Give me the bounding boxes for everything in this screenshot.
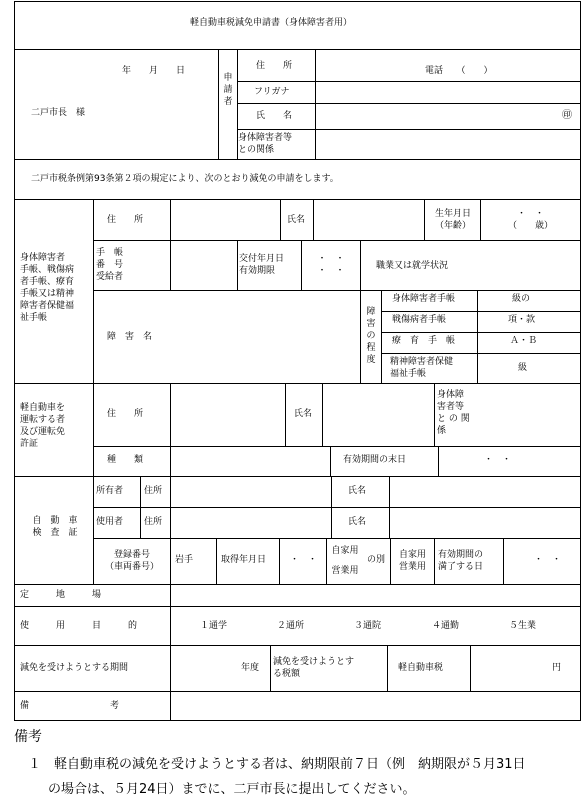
applicant-name-field[interactable] bbox=[316, 104, 556, 129]
birth-label: 生年月日 （年齢） bbox=[434, 209, 471, 231]
occupation-label: 職業又は就学状況 bbox=[376, 261, 449, 271]
notes-line-1: １ 軽自動車税の減免を受けようとする者は、納期限前７日（例 納期限が５月31日 bbox=[28, 757, 526, 772]
statement: 二戸市税条例第93条第２項の規定により、次のとおり減免の申請をします。 bbox=[31, 174, 339, 184]
tax-amount-label: 減免を受けようとす る税額 bbox=[273, 657, 355, 679]
birth-value: ・ ・ （ 歳） bbox=[507, 209, 553, 231]
license-expiry-label: 有効期間の末日 bbox=[343, 455, 407, 465]
purpose-label: 使 用 目 的 bbox=[20, 621, 138, 631]
relation-label: 身体障害者等 との関係 bbox=[238, 133, 293, 155]
applicant-address-label: 住 所 bbox=[256, 61, 293, 71]
degree-row-label: 戦傷病者手帳 bbox=[392, 315, 447, 325]
validity-label: 有効期間の 満了する日 bbox=[438, 550, 484, 572]
purpose-option[interactable]: ２通所 bbox=[277, 621, 305, 631]
driver-heading: 軽自動車を 運転する者 及び運転免 許証 bbox=[20, 403, 66, 449]
period-year: 年度 bbox=[241, 663, 260, 673]
handbook-heading: 身体障害者 手帳、戦傷病 者手帳、療育 手帳又は精神 障害者保健福 祉手帳 bbox=[20, 253, 75, 323]
period-label: 減免を受けようとする期間 bbox=[20, 663, 129, 673]
user-name-label: 氏名 bbox=[348, 517, 367, 527]
user-address-label: 住所 bbox=[144, 517, 163, 527]
purpose-option[interactable]: ５生業 bbox=[509, 621, 537, 631]
license-expiry-value: ・ ・ bbox=[484, 455, 512, 465]
usage-betsu: の別 bbox=[367, 555, 386, 565]
usage-label: 自家用 営業用 bbox=[331, 546, 359, 576]
license-type-label: 種 類 bbox=[107, 455, 144, 465]
driver-name-label: 氏名 bbox=[294, 409, 313, 419]
issue-value: ・ ・ ・ ・ bbox=[317, 254, 345, 276]
applicant-phone-label: 電話 （ ） bbox=[425, 66, 493, 76]
applicant-vertical-label: 申 請 者 bbox=[223, 73, 233, 107]
purpose-option[interactable]: １通学 bbox=[200, 621, 228, 631]
tax-name: 軽自動車税 bbox=[398, 663, 444, 673]
degree-row-label: 精神障害者保健 福祉手帳 bbox=[390, 357, 454, 379]
degree-vertical-label: 障 害 の 程 度 bbox=[366, 307, 376, 365]
handbook-address-label: 住 所 bbox=[107, 215, 144, 225]
addressee: 二戸市長 様 bbox=[31, 108, 86, 118]
degree-row-value: Ａ・Ｂ bbox=[510, 336, 538, 346]
owner-name-label: 氏名 bbox=[348, 486, 367, 496]
issue-label: 交付年月日 有効期限 bbox=[239, 254, 285, 276]
form-title: 軽自動車税減免申請書（身体障害者用） bbox=[190, 18, 353, 28]
degree-row-label: 身体障害者手帳 bbox=[392, 294, 456, 304]
yen-unit: 円 bbox=[552, 663, 562, 673]
registration-prefix: 岩手 bbox=[175, 555, 194, 565]
applicant-furigana-label: フリガナ bbox=[254, 87, 290, 97]
remarks-label: 備 考 bbox=[20, 701, 120, 711]
applicant-address-field[interactable] bbox=[316, 50, 416, 81]
driver-relation-label: 身体障 害者等 と の 関 係 bbox=[437, 390, 470, 436]
vehicle-heading: 自 動 車 検 査 証 bbox=[32, 516, 78, 538]
validity-value: ・ ・ bbox=[534, 555, 562, 565]
owner-address-label: 住所 bbox=[144, 486, 163, 496]
purpose-option[interactable]: ４通勤 bbox=[432, 621, 460, 631]
degree-row-value: 級の bbox=[512, 294, 531, 304]
application-date: 年 月 日 bbox=[122, 66, 186, 76]
disability-name-label: 障 害 名 bbox=[107, 332, 153, 342]
handbook-holder-label: 手 帳 番 号 受給者 bbox=[96, 248, 124, 282]
handbook-name-label: 氏名 bbox=[287, 215, 306, 225]
acquired-label: 取得年月日 bbox=[221, 555, 267, 565]
acquired-value: ・ ・ bbox=[290, 555, 318, 565]
degree-row-value: 級 bbox=[518, 363, 528, 373]
notes-line-2: の場合は、５月24日）までに、二戸市長に提出してください。 bbox=[48, 782, 416, 797]
base-location-label: 定 地 場 bbox=[20, 590, 102, 600]
purpose-option[interactable]: ３通院 bbox=[354, 621, 382, 631]
applicant-name-label: 氏 名 bbox=[256, 111, 293, 121]
seal-mark: ㊞ bbox=[562, 110, 572, 121]
usage-value: 自家用 営業用 bbox=[398, 550, 426, 572]
driver-address-label: 住 所 bbox=[107, 409, 144, 419]
notes-heading: 備考 bbox=[14, 729, 42, 745]
user-label: 使用者 bbox=[96, 517, 124, 527]
degree-row-label: 療 育 手 帳 bbox=[392, 336, 456, 346]
owner-label: 所有者 bbox=[96, 486, 124, 496]
degree-row-value: 項・款 bbox=[508, 315, 536, 325]
registration-label: 登録番号 （車両番号） bbox=[104, 550, 159, 572]
